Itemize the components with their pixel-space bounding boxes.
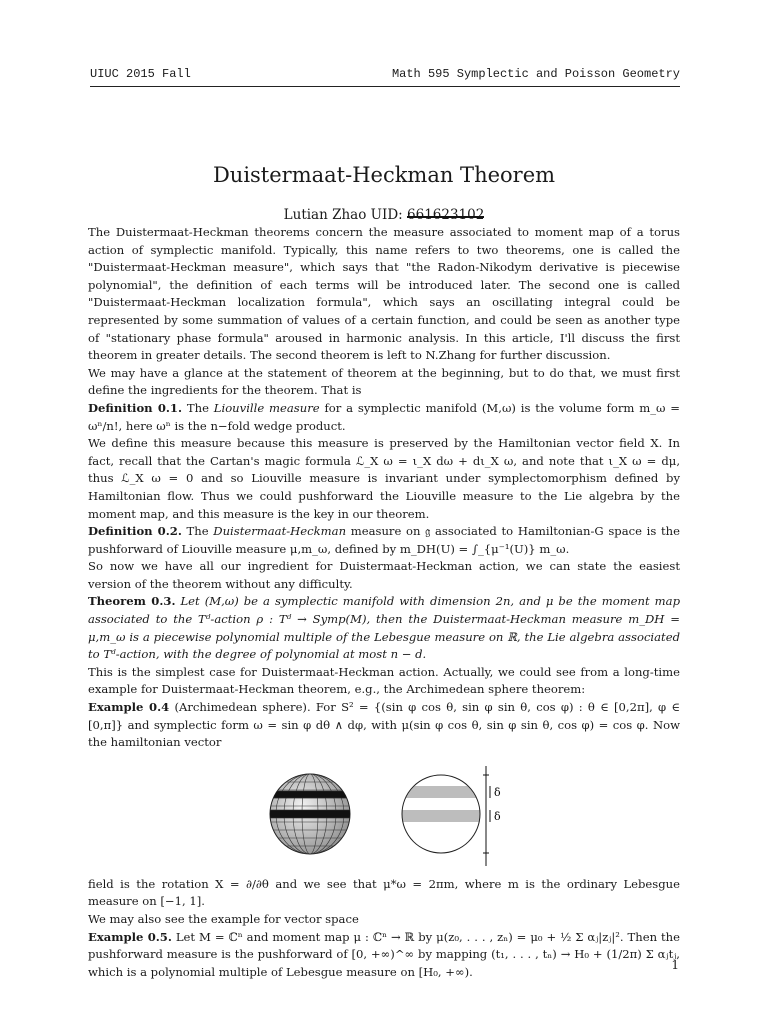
delta-label: δ	[494, 785, 501, 799]
defined-term: Duistermaat-Heckman	[213, 524, 347, 539]
paragraph: We may also see the example for vector space	[88, 912, 359, 926]
page-number: 1	[671, 958, 679, 972]
theorem	[88, 593, 680, 663]
definition-dh-measure: Definition 0.2. The Duistermaat-Heckman measure on 𝔤 associated to Hamiltonian-G space is the pushforward of Liouville measure μ,m_ω, defined by m_DH(U) = ∫_{μ⁻¹(U)} m_ω.	[88, 524, 680, 556]
author-line	[0, 207, 768, 223]
definition-label: Definition 0.1.	[88, 400, 183, 415]
header-course-title: Math 595 Symplectic and Poisson Geometry	[391, 67, 680, 81]
intro-paragraph: The Duistermaat-Heckman theorems concern the measure associated to moment map of a torus action of symplectic manifold. Typically, this name refers to two theorems, one is called the "Duistermaat-Heckman measure", which says that "the Radon-Nikodym derivative is piecewise polynomial", the definition of each terms will be introduced later. The second one is called "Duistermaat-Heckman localization formula", which says an oscillating integral could be represented by some summation of values of a certain function, and could be seen as another type of "stationary phase formula" aroused in harmonic analysis. In this article, I'll discuss the first theorem in greater details. The second theorem is left to N.Zhang for further discussion.	[88, 225, 680, 363]
header-rule	[90, 86, 680, 87]
paragraph: This is the simplest case for Duistermaat-Heckman action. Actually, we could see from a long-time example for Duistermaat-Heckman theorem, e.g., the Archimedean sphere theorem:	[88, 664, 680, 697]
header-course: UIUC 2015 Fall	[90, 67, 191, 81]
paragraph: field is the rotation X = ∂/∂θ and we see that μ*ω = 2πm, where m is the ordinary Lebesgue measure on [−1, 1].	[88, 876, 680, 909]
theorem-statement: Let (M,ω) be a symplectic manifold with dimension 2n, and μ be the moment map associated to the Tᵈ-action ρ : Tᵈ → Symp(M), then the Duistermaat-Heckman measure m_DH = μ,m_ω is a piecewise polynomial multiple of the Lebesgue measure on ℝ, the Lie algebra associated to Tᵈ-action, with the degree of polynomial at most n − d.	[88, 594, 680, 662]
author-uid-struck: 661623102	[407, 207, 485, 223]
example-vector-space: Example 0.5. Let M = ℂⁿ and moment map μ : ℂⁿ → ℝ by μ(z₀, . . . , zₙ) = μ₀ + ½ Σ αⱼ|zⱼ|². Then the pushforward measure is the pushforward of [0, +∞)^∞ by mapping (t₁, . . . , tₙ) → H₀ + (1/2π) Σ αⱼtⱼ, which is a polynomial multiple of Lebesgue measure on [H₀, +∞).	[88, 929, 680, 979]
meshed-sphere	[268, 774, 352, 854]
sphere-figure	[88, 758, 680, 870]
example-label: Example 0.4	[88, 700, 170, 715]
running-header	[90, 67, 680, 85]
paragraph: We define this measure because this measure is preserved by the Hamiltonian vector field X. In fact, recall that the Cartan's magic formula ℒ_X ω = ι_X dω + dι_X ω, and note that ι_X ω = dμ, thus ℒ_X ω = 0 and so Liouville measure is invariant under symplectomorphism defined by Hamiltonian flow. Thus we could pushforward the Liouville measure to the Lie algebra by the moment map, and this measure is the key in our theorem.	[88, 436, 680, 521]
sphere-figure-svg	[88, 758, 680, 870]
band-disc	[398, 775, 488, 853]
author-name: Lutian Zhao UID:	[283, 207, 408, 223]
delta-label: δ	[494, 809, 501, 823]
definition-label: Definition 0.2.	[88, 524, 182, 539]
paragraph: So now we have all our ingredient for Duistermaat-Heckman action, we can state the easiest version of the theorem without any difficulty.	[88, 559, 680, 591]
definition-liouville: Definition 0.1. The Liouville measure for a symplectic manifold (M,ω) is the volume form m_ω = ωⁿ/n!, here ωⁿ is the n−fold wedge product.	[88, 400, 681, 433]
theorem-label: Theorem 0.3.	[88, 594, 176, 609]
paragraph: We may have a glance at the statement of theorem at the beginning, but to do that, we must first define the ingredients for the theorem. That is	[88, 365, 680, 398]
paper-body	[88, 224, 680, 981]
moment-axis	[483, 766, 490, 866]
example-archimedean: Example 0.4 (Archimedean sphere). For S² = {(sin φ cos θ, sin φ sin θ, cos φ) : θ ∈ [0,2π], φ ∈ [0,π]} and symplectic form ω = sin φ dθ ∧ dφ, with μ(sin φ cos θ, sin φ sin θ, cos φ) = cos φ. Now the hamiltonian vector	[88, 700, 680, 750]
paper-title: Duistermaat-Heckman Theorem	[212, 163, 556, 187]
example-label: Example 0.5.	[88, 929, 172, 944]
defined-term: Liouville measure	[213, 400, 320, 415]
